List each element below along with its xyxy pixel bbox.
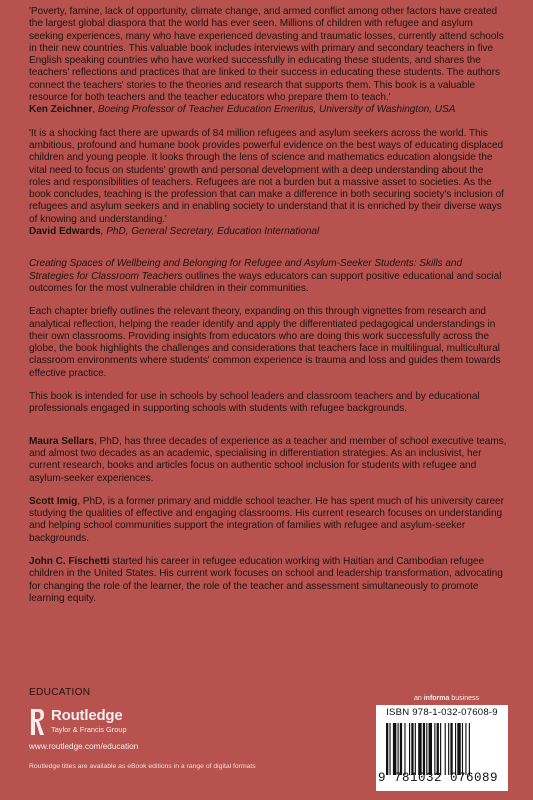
- quote-1-role: Boeing Professor of Teacher Education Emeritus, University of Washington, USA: [97, 104, 456, 116]
- main-content: [29, 6, 507, 605]
- informa-suffix: business: [449, 695, 479, 702]
- endorsement-attribution-2: [29, 226, 507, 238]
- barcode-digits: 9 781032 076089: [378, 771, 499, 785]
- publisher-group: Taylor & Francis Group: [51, 725, 127, 734]
- endorsement-quote-2: [29, 128, 507, 226]
- author-bio-text-2: , PhD, is a former primary and middle school teacher. He has spent much of his university career studying the qualities of effective and engaging classrooms. His current research focuses on understanding and helping school communities support the integration of families with refugee and asylum-seeker backgrounds.: [29, 495, 504, 544]
- description-paragraph-3: This book is intended for use in schools by school leaders and classroom teachers and by educational professionals engaged in supporting schools with students with refugee backgrounds.: [29, 391, 480, 415]
- routledge-r-icon: [29, 707, 45, 737]
- informa-prefix: an: [414, 695, 424, 702]
- author-bio-1: [29, 436, 507, 485]
- isbn-number: ISBN 978-1-032-07608-9: [386, 707, 498, 718]
- book-description-rest: outlines the ways educators can support positive educational and social outcomes for the most vulnerable children in their communities.: [29, 270, 502, 294]
- endorsement-attribution-1: Ken Zeichner, Boeing Professor of Teacher Education Emeritus, University of Washington, USA: [29, 104, 456, 116]
- informa-business-label: [414, 695, 479, 702]
- author-bio-3: [29, 556, 507, 605]
- author-bio-text-3: started his career in refugee education working with Haitian and Cambodian refugee children in the United States. His current work focuses on school and leadership transformation, advocating for changing the role of the learner, the role of the teacher and assessment simultaneously to promote learning equity.: [29, 555, 503, 604]
- author-name-2: Scott Imig: [29, 495, 78, 507]
- quote-2-role: , PhD, General Secretary, Education International: [100, 226, 320, 238]
- publisher-name: Routledge: [51, 707, 123, 724]
- quote-1-name: Ken Zeichner: [29, 104, 93, 116]
- author-name-3: John C. Fischetti: [29, 555, 110, 567]
- author-bio-2: [29, 496, 507, 545]
- endorsement-quote-1: [29, 6, 507, 104]
- informa-word: informa: [423, 695, 450, 702]
- quote-2-name: David Edwards: [29, 226, 101, 238]
- author-bio-text-1: , PhD, has three decades of experience as a teacher and member of school executive teams, and almost two decades as an academic, specialising in differentiation strategies. As an inclusivist, her current research, books and articles focus on authentic school inclusion for students with refugee and asylum-seeker experiences.: [29, 435, 507, 484]
- barcode-panel: [376, 705, 508, 791]
- quote-2-text: 'It is a shocking fact there are upwards of 84 million refugees and asylum seekers across the world. This ambitious, profound and humane book provides powerful evidence on the best ways of educating displaced children and young people. It looks through the lens of science and mathematics education alongside the vital need to focus on students' growth and personal development with a deep understanding about the roles and responsibilities of teachers. Refugees are not a burden but a massive asset to societies. As the book concludes, teaching is the profession that can make a difference in both securing society's inclusion of refugees and asylum seekers and in enabling society to understand that it is enriched by their diverse ways of knowing and understanding.': [29, 127, 504, 225]
- barcode-icon: [386, 723, 502, 775]
- description-paragraph-2: Each chapter briefly outlines the relevant theory, expanding on this through vignettes from research and analytical reflection, helping the reader identify and apply the differentiated pedagogical understandings in their own classrooms. Providing insights from educators who are doing this work successfully across the globe, the book highlights the challenges and considerations that teachers face in multilingual, multicultural classroom environments where students' common experience is trauma and loss and guides them towards effective practice.: [29, 306, 501, 379]
- publisher-logo: [29, 705, 189, 745]
- book-description: [29, 258, 507, 295]
- quote-1-text: 'Poverty, famine, lack of opportunity, climate change, and armed conflict among other factors have created the largest global diaspora that the world has ever seen. Millions of children with refugee and asylum seeking experiences, many who have experienced devasting and traumatic losses, currently attend schools in their new countries. This valuable book includes interviews with primary and secondary teachers in five English speaking countries who have worked successfully in educating these students, and shares the teachers' reflections and practices that are linked to their success in educating these students. The authors connect the teachers' stories to the theories and research that supports them. This book is a valuable resource for both teachers and the teacher educators who prepare them to teach.': [29, 6, 504, 104]
- ebook-note: Routledge titles are available as eBook editions in a range of digital formats: [29, 763, 256, 770]
- publisher-url: www.routledge.com/education: [29, 742, 139, 751]
- book-title-italic: Creating Spaces of Wellbeing and Belonging for Refugee and Asylum-Seeker Students: Skills and Strategies for Classroom Teachers: [29, 258, 463, 282]
- subject-category: EDUCATION: [29, 687, 91, 698]
- author-name-1: Maura Sellars: [29, 435, 94, 447]
